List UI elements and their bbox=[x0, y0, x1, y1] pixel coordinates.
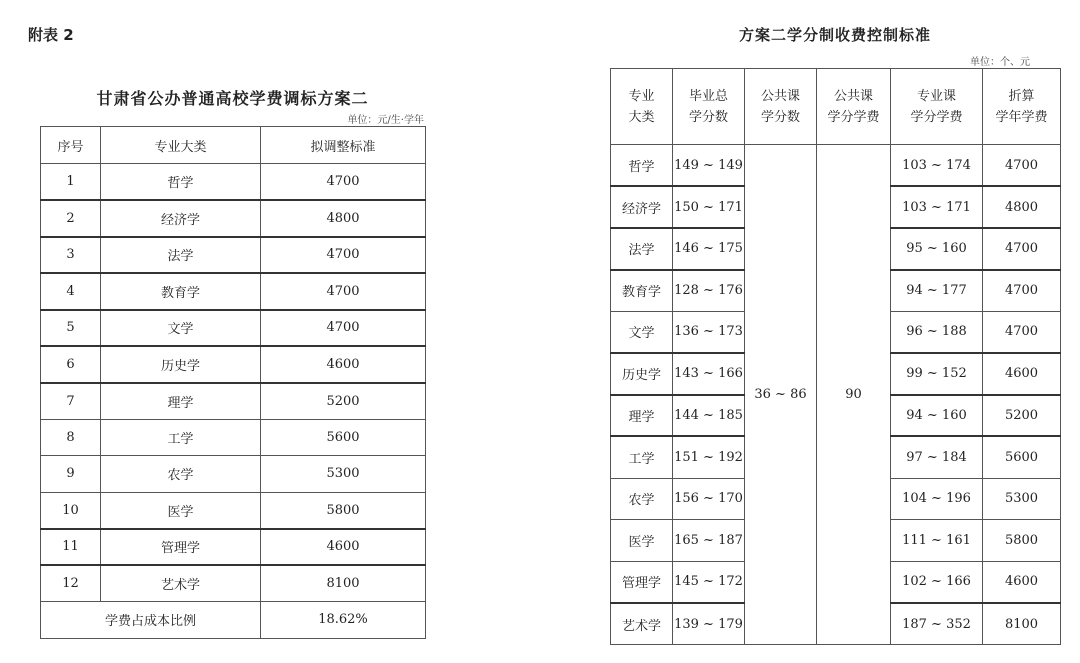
cell-standard: 4700 bbox=[261, 273, 426, 310]
cell-category: 历史学 bbox=[611, 353, 673, 395]
cell-major-fee: 94 ~ 177 bbox=[891, 270, 983, 312]
table2-title: 方案二学分制收费控制标准 bbox=[738, 26, 931, 44]
table-row bbox=[41, 237, 426, 274]
table-row bbox=[41, 273, 426, 310]
table-row bbox=[41, 310, 426, 347]
header-public-fee bbox=[817, 69, 891, 145]
cell-major-fee: 102 ~ 166 bbox=[891, 561, 983, 603]
header-text: 学分数 bbox=[760, 109, 800, 125]
cell-category: 理学 bbox=[611, 395, 673, 437]
table-row bbox=[611, 145, 1061, 187]
tuition-standard-table bbox=[40, 126, 426, 639]
cell-category: 哲学 bbox=[611, 145, 673, 187]
cell-major-fee: 95 ~ 160 bbox=[891, 228, 983, 270]
table-row bbox=[41, 346, 426, 383]
cell-no: 11 bbox=[41, 529, 101, 566]
cell-annual-fee: 4700 bbox=[983, 311, 1061, 353]
table-row bbox=[41, 565, 426, 602]
header-annual-fee bbox=[983, 69, 1061, 145]
cell-category: 管理学 bbox=[611, 561, 673, 603]
header-text: 公共课 bbox=[833, 88, 873, 104]
cell-annual-fee: 4700 bbox=[983, 145, 1061, 187]
cell-total-credits: 151 ~ 192 bbox=[673, 436, 745, 478]
header-text: 公共课 bbox=[760, 88, 800, 104]
footer-label: 学费占成本比例 bbox=[41, 602, 261, 639]
cell-annual-fee: 4600 bbox=[983, 353, 1061, 395]
table1-header-row bbox=[41, 127, 426, 164]
cell-major-fee: 111 ~ 161 bbox=[891, 520, 983, 562]
cell-standard: 4700 bbox=[261, 164, 426, 201]
cell-major-fee: 96 ~ 188 bbox=[891, 311, 983, 353]
cell-standard: 5200 bbox=[261, 383, 426, 420]
table-row bbox=[41, 419, 426, 456]
cell-no: 6 bbox=[41, 346, 101, 383]
cell-category: 经济学 bbox=[101, 200, 261, 237]
cell-no: 5 bbox=[41, 310, 101, 347]
attachment-label: 附表 2 bbox=[28, 26, 74, 44]
cell-no: 3 bbox=[41, 237, 101, 274]
cell-major-fee: 99 ~ 152 bbox=[891, 353, 983, 395]
cell-total-credits: 144 ~ 185 bbox=[673, 395, 745, 437]
header-category: 专业大类 bbox=[101, 127, 261, 164]
cell-no: 4 bbox=[41, 273, 101, 310]
cell-annual-fee: 4700 bbox=[983, 270, 1061, 312]
cell-category: 工学 bbox=[611, 436, 673, 478]
cell-total-credits: 156 ~ 170 bbox=[673, 478, 745, 520]
header-text: 学分学费 bbox=[910, 109, 963, 125]
cell-standard: 5300 bbox=[261, 456, 426, 493]
cell-total-credits: 149 ~ 149 bbox=[673, 145, 745, 187]
header-standard: 拟调整标准 bbox=[261, 127, 426, 164]
cell-category: 法学 bbox=[611, 228, 673, 270]
header-public-credits bbox=[745, 69, 817, 145]
cell-category: 农学 bbox=[101, 456, 261, 493]
cell-category: 法学 bbox=[101, 237, 261, 274]
cell-total-credits: 136 ~ 173 bbox=[673, 311, 745, 353]
header-text: 专业 bbox=[628, 88, 655, 104]
cell-standard: 4800 bbox=[261, 200, 426, 237]
table2-unit: 单位：个、元 bbox=[970, 57, 1030, 68]
table-row bbox=[41, 456, 426, 493]
header-text: 大类 bbox=[628, 109, 655, 125]
cell-major-fee: 97 ~ 184 bbox=[891, 436, 983, 478]
header-text: 专业课 bbox=[916, 88, 956, 104]
footer-value: 18.62% bbox=[261, 602, 426, 639]
cell-category: 哲学 bbox=[101, 164, 261, 201]
table-row bbox=[41, 383, 426, 420]
table1-unit: 单位：元/生·学年 bbox=[347, 115, 424, 126]
cell-annual-fee: 5600 bbox=[983, 436, 1061, 478]
table-row bbox=[41, 164, 426, 201]
cell-standard: 4600 bbox=[261, 529, 426, 566]
cell-annual-fee: 5800 bbox=[983, 520, 1061, 562]
cell-public-credits: 36 ~ 86 bbox=[745, 145, 817, 645]
cell-category: 医学 bbox=[101, 492, 261, 529]
cell-no: 7 bbox=[41, 383, 101, 420]
cell-total-credits: 143 ~ 166 bbox=[673, 353, 745, 395]
header-text: 折算 bbox=[1008, 88, 1035, 104]
cell-total-credits: 146 ~ 175 bbox=[673, 228, 745, 270]
cell-major-fee: 187 ~ 352 bbox=[891, 603, 983, 645]
cell-category: 文学 bbox=[611, 311, 673, 353]
table-row bbox=[41, 529, 426, 566]
cell-standard: 4700 bbox=[261, 310, 426, 347]
cell-total-credits: 150 ~ 171 bbox=[673, 186, 745, 228]
cell-category: 管理学 bbox=[101, 529, 261, 566]
cell-major-fee: 104 ~ 196 bbox=[891, 478, 983, 520]
header-text: 学年学费 bbox=[995, 109, 1048, 125]
cell-standard: 8100 bbox=[261, 565, 426, 602]
cell-annual-fee: 5300 bbox=[983, 478, 1061, 520]
cell-total-credits: 165 ~ 187 bbox=[673, 520, 745, 562]
cell-category: 教育学 bbox=[101, 273, 261, 310]
cell-standard: 5600 bbox=[261, 419, 426, 456]
cell-no: 2 bbox=[41, 200, 101, 237]
cell-no: 12 bbox=[41, 565, 101, 602]
table-row bbox=[41, 492, 426, 529]
cell-annual-fee: 4800 bbox=[983, 186, 1061, 228]
cell-category: 医学 bbox=[611, 520, 673, 562]
cell-category: 经济学 bbox=[611, 186, 673, 228]
credit-fee-table bbox=[610, 68, 1061, 645]
cell-standard: 5800 bbox=[261, 492, 426, 529]
cell-category: 文学 bbox=[101, 310, 261, 347]
cell-no: 1 bbox=[41, 164, 101, 201]
header-no: 序号 bbox=[41, 127, 101, 164]
header-major-fee bbox=[891, 69, 983, 145]
cell-major-fee: 103 ~ 171 bbox=[891, 186, 983, 228]
cell-category: 教育学 bbox=[611, 270, 673, 312]
cell-total-credits: 128 ~ 176 bbox=[673, 270, 745, 312]
cell-no: 9 bbox=[41, 456, 101, 493]
cell-major-fee: 94 ~ 160 bbox=[891, 395, 983, 437]
cell-total-credits: 139 ~ 179 bbox=[673, 603, 745, 645]
cell-no: 8 bbox=[41, 419, 101, 456]
table-row bbox=[41, 200, 426, 237]
header-total-credits bbox=[673, 69, 745, 145]
cell-annual-fee: 5200 bbox=[983, 395, 1061, 437]
table1-footer-row bbox=[41, 602, 426, 639]
table1-title: 甘肃省公办普通高校学费调标方案二 bbox=[96, 89, 369, 108]
cell-annual-fee: 8100 bbox=[983, 603, 1061, 645]
header-text: 学分数 bbox=[688, 109, 728, 125]
header-major-category bbox=[611, 69, 673, 145]
cell-category: 艺术学 bbox=[101, 565, 261, 602]
cell-total-credits: 145 ~ 172 bbox=[673, 561, 745, 603]
header-text: 学分学费 bbox=[827, 109, 880, 125]
cell-major-fee: 103 ~ 174 bbox=[891, 145, 983, 187]
cell-category: 艺术学 bbox=[611, 603, 673, 645]
cell-public-fee: 90 bbox=[817, 145, 891, 645]
cell-annual-fee: 4700 bbox=[983, 228, 1061, 270]
cell-category: 理学 bbox=[101, 383, 261, 420]
cell-category: 农学 bbox=[611, 478, 673, 520]
cell-no: 10 bbox=[41, 492, 101, 529]
cell-category: 工学 bbox=[101, 419, 261, 456]
cell-standard: 4700 bbox=[261, 237, 426, 274]
cell-annual-fee: 4600 bbox=[983, 561, 1061, 603]
cell-category: 历史学 bbox=[101, 346, 261, 383]
header-text: 毕业总 bbox=[688, 88, 728, 104]
table2-header-row bbox=[611, 69, 1061, 145]
cell-standard: 4600 bbox=[261, 346, 426, 383]
